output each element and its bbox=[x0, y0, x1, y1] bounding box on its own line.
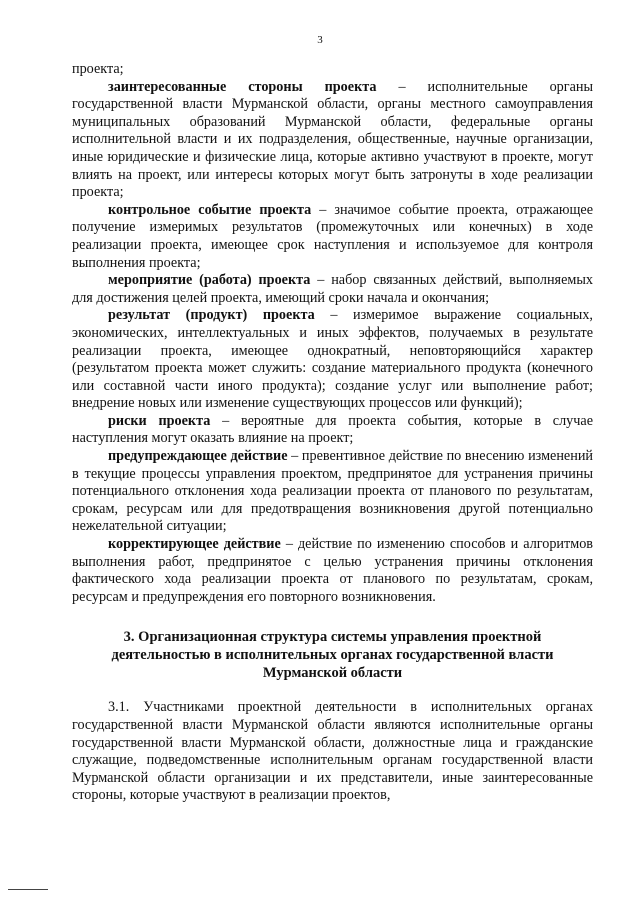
definition-term: мероприятие (работа) проекта bbox=[108, 272, 311, 289]
section-heading-line: Мурманской области bbox=[262, 665, 403, 682]
definition-risks bbox=[72, 413, 593, 448]
definition-preventive-action bbox=[72, 448, 593, 536]
document-body bbox=[72, 61, 593, 805]
definition-text: – исполнительные органы государственной власти Мурманской области, органы местного самоуправления муниципальных образований Мурманской области, федеральные органы исполнительной власти и их подразделения, общественные, научные организации, иные юридические и физические лица, которые активно участвуют в проекте, могут влиять на проект, или интересы которых могут быть затронуты в ходе реализации проекта; bbox=[72, 78, 593, 201]
definition-corrective-action bbox=[72, 536, 593, 606]
section-heading-line: деятельностью в исполнительных органах государственной власти bbox=[111, 647, 554, 664]
definition-text: – измеримое выражение социальных, экономических, интеллектуальных и иных эффектов, получаемых в результате реализации проекта, имеющее однократный, неповторяющийся характер (результатом проекта может служить: создание материального продукта (конечного или составной части иного продукта); создание услуг или выполнение работ; внедрение новых или изменение существующих процессов или функций); bbox=[72, 307, 593, 412]
definition-stakeholders bbox=[72, 79, 593, 202]
definition-activity bbox=[72, 272, 593, 307]
definition-result bbox=[72, 307, 593, 413]
definition-term: корректирующее действие bbox=[108, 536, 281, 553]
definition-text: – превентивное действие по внесению изменений в текущие процессы управления проектом, предпринятое для устранения причины потенциального отклонения хода реализации проекта от планового по результатам, срокам, ресурсам или для предотвращения возникновения другой потенциально нежелательной ситуации; bbox=[72, 448, 594, 535]
definition-term: результат (продукт) проекта bbox=[108, 307, 315, 324]
definition-term: заинтересованные стороны проекта bbox=[108, 78, 377, 95]
definition-term: контрольное событие проекта bbox=[108, 201, 312, 218]
definition-milestone bbox=[72, 202, 593, 272]
definition-text: – набор связанных действий, выполняемых для достижения целей проекта, имеющий сроки начала и окончания; bbox=[72, 272, 593, 306]
definition-term: риски проекта bbox=[108, 412, 211, 429]
section-paragraph: 3.1. Участниками проектной деятельности в исполнительных органах государственной власти Мурманской области являются исполнительные органы государственной власти Мурманской области, должностные лица и гражданские служащие, подведомственные исполнительным органам государственной власти Мурманской области организации и их представители, иные заинтересованные стороны, которые участвуют в реализации проектов, bbox=[72, 699, 593, 804]
page-number: 3 bbox=[317, 34, 323, 46]
intro-fragment: проекта; bbox=[72, 61, 124, 77]
definition-term: предупреждающее действие bbox=[108, 448, 288, 465]
definition-text: – вероятные для проекта события, которые в случае наступления могут оказать влияние на проект; bbox=[72, 412, 593, 447]
section-heading-line: 3. Организационная структура системы управления проектной bbox=[123, 629, 542, 646]
definition-text: – значимое событие проекта, отражающее получение измеримых результатов (промежуточных или конечных) в ходе реализации проекта, имеющее срок наступления и используемое для контроля выполнения проекта; bbox=[72, 201, 593, 271]
footer-rule bbox=[8, 889, 48, 890]
definition-text: – действие по изменению способов и алгоритмов выполнения работ, предпринятое с целью устранения причины отклонения фактического хода реализации проекта от планового по результатам, срокам, ресурсам и предупреждения его повторного возникновения. bbox=[72, 536, 593, 605]
section-heading bbox=[72, 628, 593, 682]
